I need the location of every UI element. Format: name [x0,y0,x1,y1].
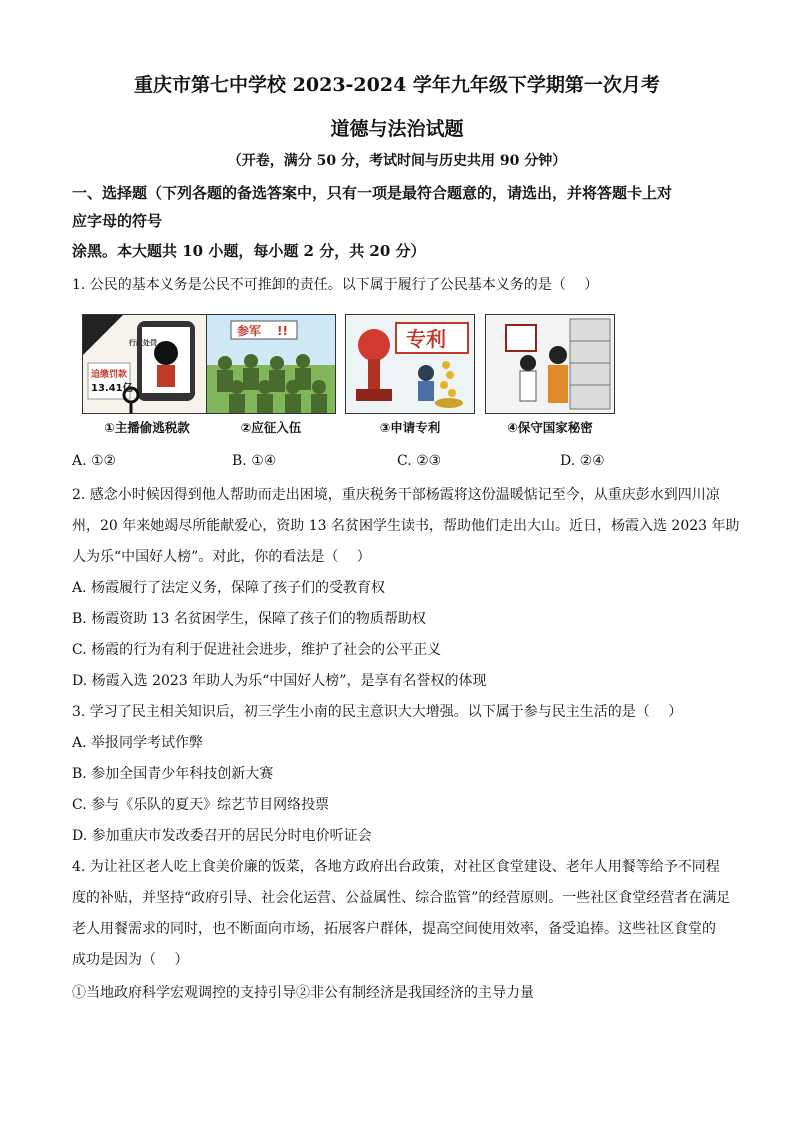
q4-stem-line1: 4. 为让社区老人吃上食美价廉的饭菜，各地方政府出台政策，对社区食堂建设、老年人用餐等给予不同程 [72,859,720,875]
q2-option-b: B. 杨霞资助 13 名贫困学生，保障了孩子们的物质帮助权 [72,611,426,627]
q1-option-c: C. ②③ [397,453,442,469]
q3-option-c: C. 参与《乐队的夏天》综艺节目网络投票 [72,797,330,813]
section-heading-line3: 涂黑。本大题共 10 小题，每小题 2 分，共 20 分） [72,242,426,260]
exam-subject: 道德与法治试题 [330,118,464,140]
q1-image-1-text-b: 13.41亿 [91,383,133,394]
q3-stem: 3. 学习了民主相关知识后，初三学生小南的民主意识大大增强。以下属于参与民主生活的是（ ） [72,704,683,720]
q1-caption-2: ②应征入伍 [240,420,302,435]
q1-image-2-text-a: 参军 [237,324,262,338]
q4-stem-line2: 度的补贴，并坚持“政府引导、社会化运营、公益属性、综合监管”的经营原则。一些社区食堂经营者在满足 [72,890,731,906]
q1-option-b: B. ①④ [232,453,277,469]
soldiers-cartoon-icon [207,315,335,413]
q1-image-1-text-c: 行政处罚 [129,339,157,347]
q4-stem-line4: 成功是因为（ ） [72,952,189,968]
secrets-cartoon-icon [486,315,614,413]
q3-option-d: D. 参加重庆市发改委召开的居民分时电价听证会 [72,828,372,844]
q2-stem-line2: 州，20 年来她竭尽所能献爱心，资助 13 名贫困学生读书，帮助他们走出大山。近日，杨霞入选 2023 年助 [72,518,740,534]
q2-option-a: A. 杨霞履行了法定义务，保障了孩子们的受教育权 [72,580,386,596]
q1-image-2 [206,314,336,414]
q1-option-a: A. ①② [72,453,117,469]
exam-title: 重庆市第七中学校 2023-2024 学年九年级下学期第一次月考 [134,74,660,96]
q1-caption-1: ①主播偷逃税款 [104,420,190,435]
q1-image-3 [345,314,475,414]
q1-image-1 [82,314,212,414]
tax-evasion-cartoon-icon [83,315,211,413]
q1-image-4 [485,314,615,414]
q1-caption-3: ③申请专利 [379,420,441,435]
q1-image-1-text-a: 追缴罚款 [91,370,128,380]
q2-stem-line1: 2. 感念小时候因得到他人帮助而走出困境，重庆税务干部杨霞将这份温暖惦记至今，从重庆彭水到四川凉 [72,487,720,503]
q4-statement-line: ①当地政府科学宏观调控的支持引导②非公有制经济是我国经济的主导力量 [72,985,534,1001]
q2-option-d: D. 杨霞入选 2023 年助人为乐“中国好人榜”，是享有名誉权的体现 [72,673,487,689]
q4-stem-line3: 老人用餐需求的同时，也不断面向市场，拓展客户群体，提高空间使用效率，备受追捧。这些社区食堂的 [72,921,716,937]
exam-note: （开卷，满分 50 分，考试时间与历史共用 90 分钟） [227,153,567,169]
section-heading-line1: 一、选择题（下列各题的备选答案中，只有一项是最符合题意的，请选出，并将答题卡上对 [72,184,673,202]
patent-cartoon-icon [346,315,474,413]
q3-option-a: A. 举报同学考试作弊 [72,735,204,751]
q1-image-2-text-b: !! [277,324,288,338]
q1-caption-4: ④保守国家秘密 [507,420,593,435]
q1-image-3-text-a: 专利 [406,327,446,351]
q2-stem-line3: 人为乐“中国好人榜”。对此，你的看法是（ ） [72,549,371,565]
q1-option-d: D. ②④ [560,453,605,469]
q3-option-b: B. 参加全国青少年科技创新大赛 [72,766,274,782]
section-heading-line2: 应字母的符号 [72,212,163,230]
q1-stem: 1. 公民的基本义务是公民不可推卸的责任。以下属于履行了公民基本义务的是（ ） [72,277,599,293]
q2-option-c: C. 杨霞的行为有利于促进社会进步，维护了社会的公平正义 [72,642,442,658]
